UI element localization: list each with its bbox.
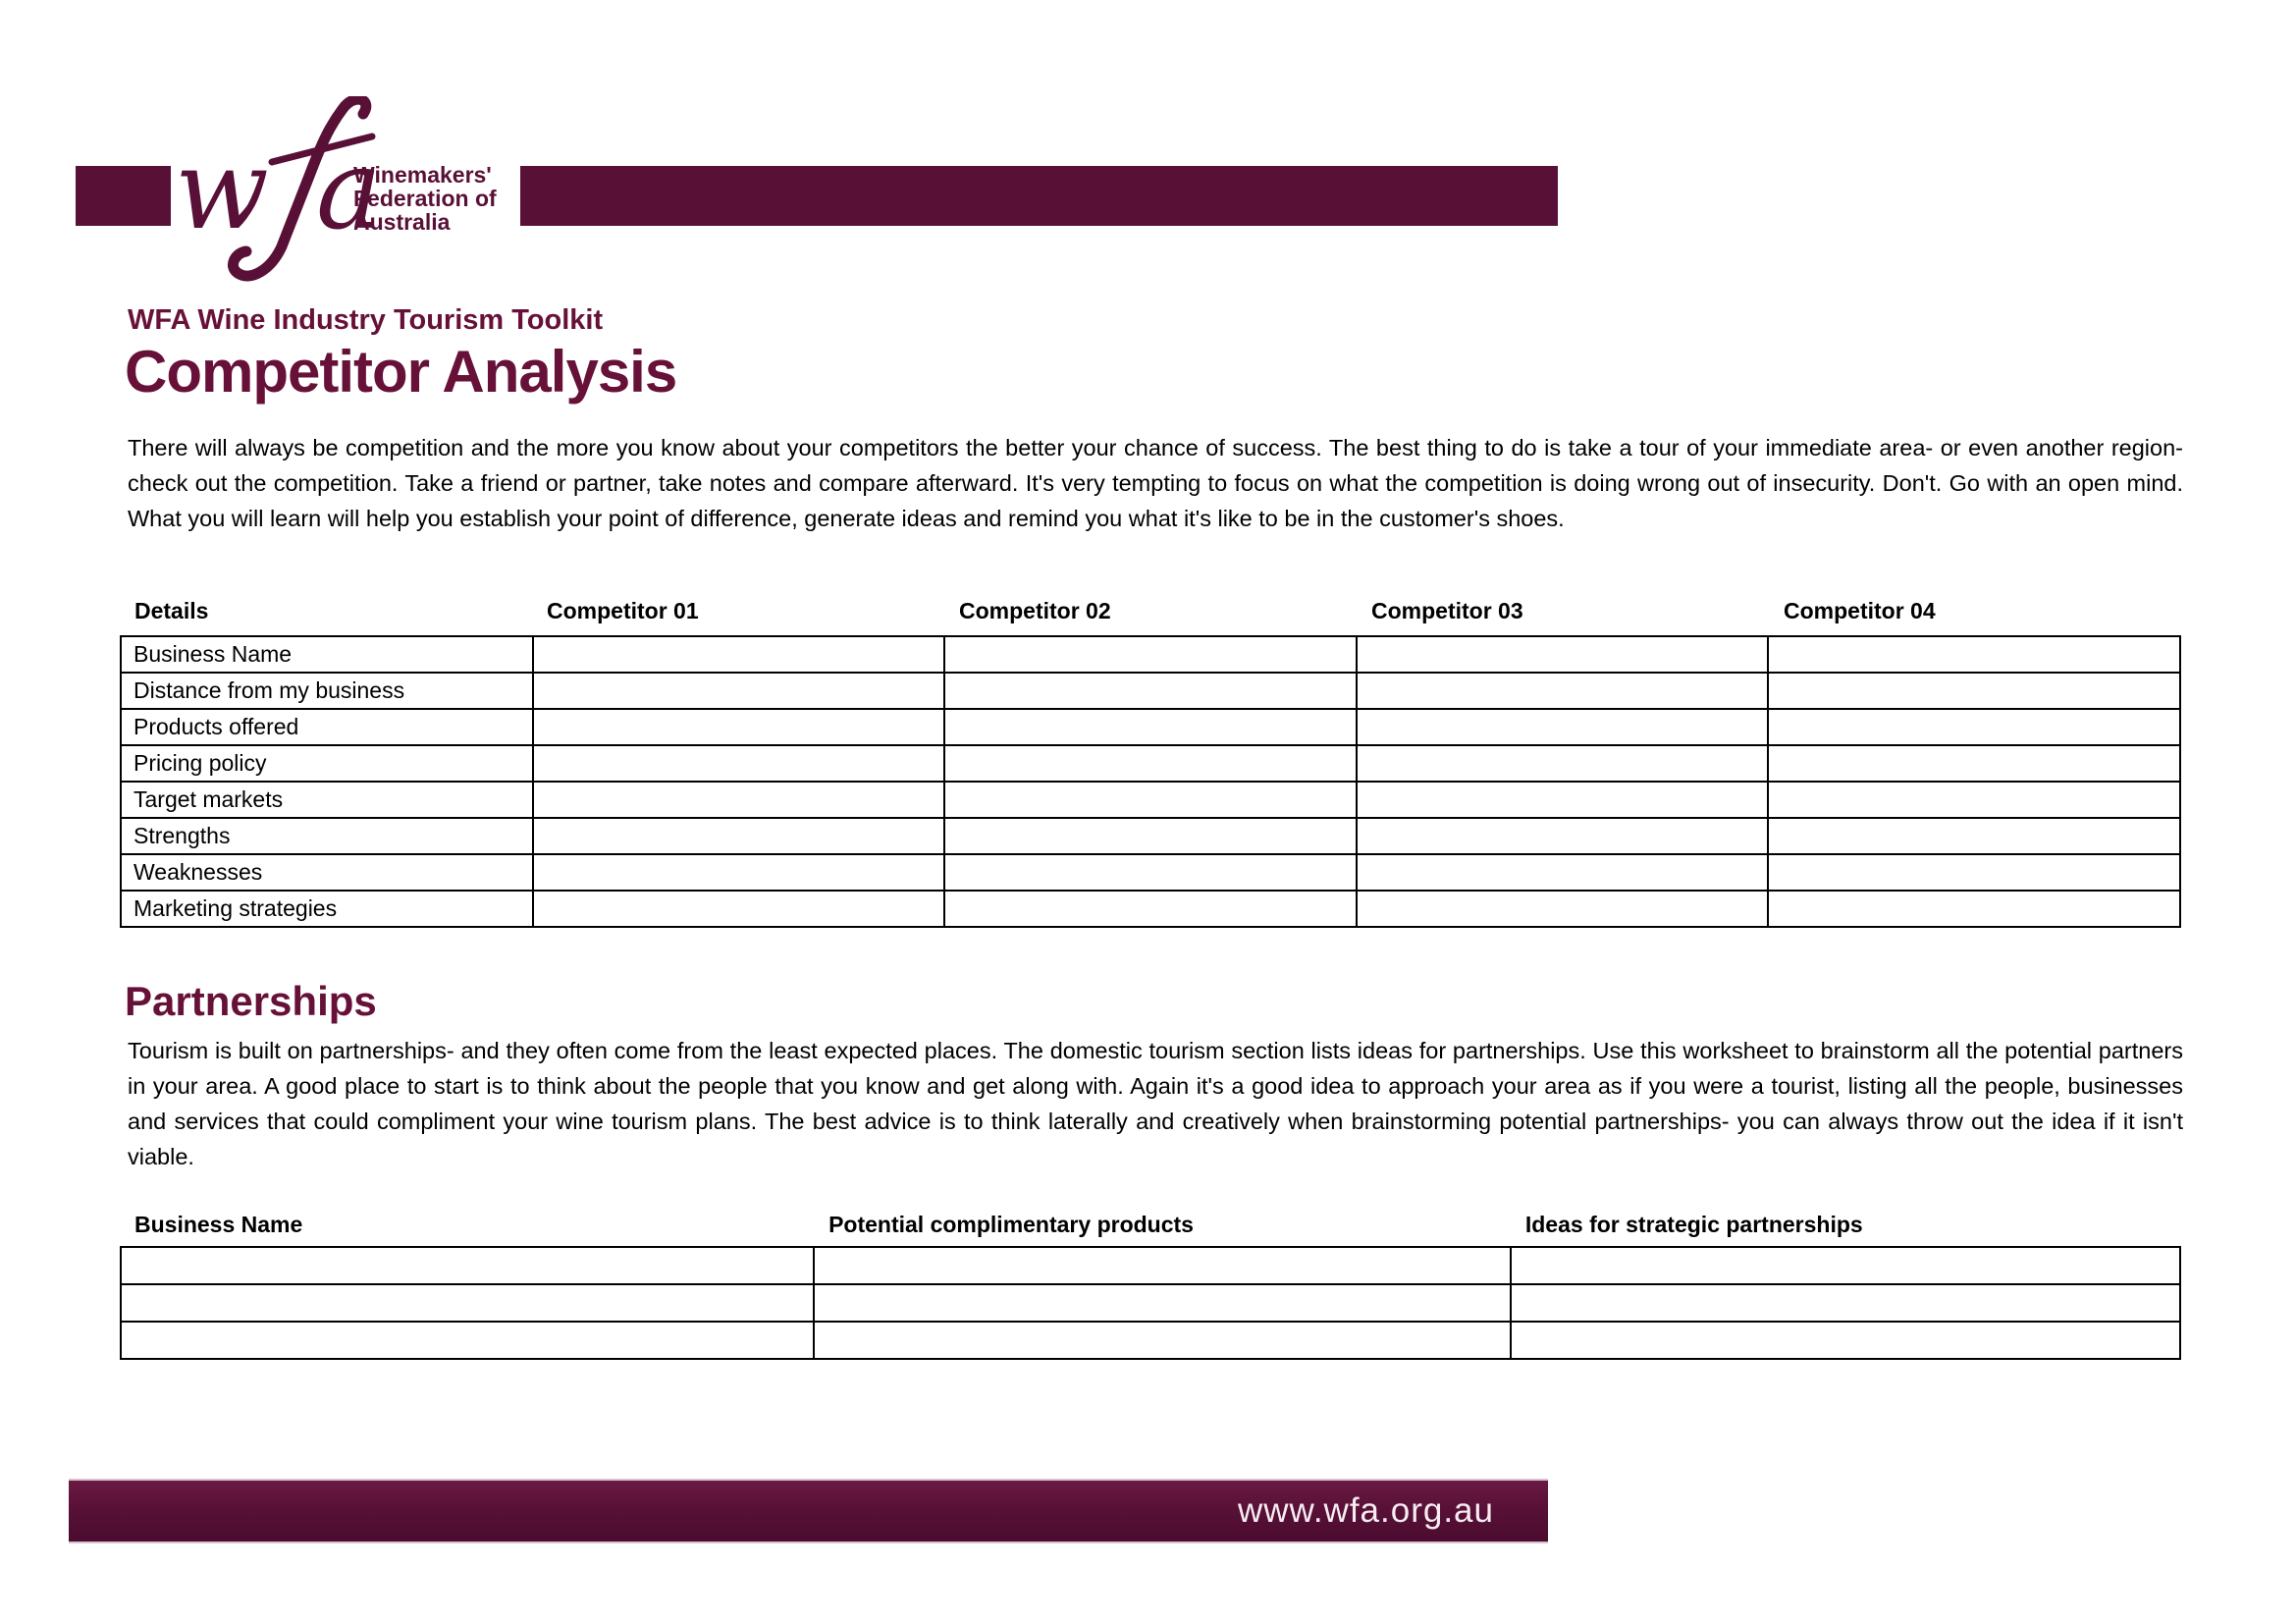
column-header-competitor-04: Competitor 04 bbox=[1784, 598, 1936, 623]
partnership-table-header-row bbox=[120, 1212, 2181, 1238]
partnership-table bbox=[120, 1246, 2181, 1360]
empty-cell bbox=[533, 745, 945, 782]
empty-cell bbox=[121, 1284, 814, 1322]
empty-cell bbox=[1357, 673, 1769, 709]
empty-cell bbox=[944, 818, 1357, 854]
empty-cell bbox=[1768, 709, 2180, 745]
empty-cell bbox=[1768, 636, 2180, 673]
empty-cell bbox=[533, 818, 945, 854]
empty-cell bbox=[944, 854, 1357, 891]
empty-cell bbox=[1768, 745, 2180, 782]
empty-cell bbox=[533, 636, 945, 673]
column-header-competitor-03: Competitor 03 bbox=[1371, 598, 1523, 623]
empty-cell bbox=[944, 673, 1357, 709]
empty-cell bbox=[1511, 1322, 2181, 1359]
wfa-logo-letter-w: w bbox=[175, 127, 269, 254]
table-row bbox=[121, 745, 2180, 782]
row-label-cell: Products offered bbox=[121, 709, 533, 745]
empty-cell bbox=[533, 854, 945, 891]
footer-website-link[interactable]: www.wfa.org.au bbox=[1237, 1491, 1494, 1530]
empty-cell bbox=[944, 745, 1357, 782]
empty-cell bbox=[1357, 891, 1769, 927]
column-header-competitor-01: Competitor 01 bbox=[547, 598, 699, 623]
table-row bbox=[121, 854, 2180, 891]
row-label-cell: Business Name bbox=[121, 636, 533, 673]
row-label-cell: Weaknesses bbox=[121, 854, 533, 891]
empty-cell bbox=[944, 709, 1357, 745]
competitor-table-header-row bbox=[120, 598, 2181, 624]
intro-paragraph: There will always be competition and the more you know about your competitors the better your chance of success. The best thing to do is take a tour of your immediate area- or even another region- check out the competition. Take a friend or partner, take notes and compare afterward. It's very tempting to focus on what the competition is doing wrong out of insecurity. Don't. Go with an open mind. What you will learn will help you establish your point of difference, generate ideas and remind you what it's like to be in the customer's shoes. bbox=[128, 435, 2183, 531]
column-header-competitor-02: Competitor 02 bbox=[959, 598, 1111, 623]
table-row bbox=[121, 709, 2180, 745]
wfa-logo-letter-a: a bbox=[316, 127, 382, 254]
table-row bbox=[121, 891, 2180, 927]
page-title: Competitor Analysis bbox=[125, 339, 677, 405]
empty-cell bbox=[1768, 818, 2180, 854]
partnerships-paragraph: Tourism is built on partnerships- and they often come from the least expected places. The domestic tourism section lists ideas for partnerships. Use this worksheet to brainstorm all the potential partners in your area. A good place to start is to think about the people that you know and get along with. Again it's a good idea to approach your area as if you were a tourist, listing all the people, businesses and services that could compliment your wine tourism plans. The best advice is to think laterally and creatively when brainstorming potential partnerships- you can always throw out the idea if it isn't viable. bbox=[128, 1038, 2183, 1169]
partnerships-heading: Partnerships bbox=[125, 978, 377, 1024]
column-header-details: Details bbox=[134, 598, 209, 623]
empty-cell bbox=[1357, 854, 1769, 891]
table-row bbox=[121, 1284, 2180, 1322]
empty-cell bbox=[1357, 818, 1769, 854]
empty-cell bbox=[533, 891, 945, 927]
row-label-cell: Pricing policy bbox=[121, 745, 533, 782]
row-label-cell: Target markets bbox=[121, 782, 533, 818]
empty-cell bbox=[1357, 782, 1769, 818]
empty-cell bbox=[1357, 636, 1769, 673]
empty-cell bbox=[121, 1247, 814, 1284]
org-name-line-3: Australia bbox=[353, 209, 451, 235]
competitor-table bbox=[120, 635, 2181, 928]
org-name-line-2: Federation of bbox=[353, 186, 497, 211]
empty-cell bbox=[533, 673, 945, 709]
org-name bbox=[353, 163, 497, 234]
header-bar bbox=[520, 166, 1558, 226]
column-header-strategic-partnerships: Ideas for strategic partnerships bbox=[1524, 1212, 1863, 1237]
footer-bar bbox=[69, 1479, 1548, 1543]
empty-cell bbox=[533, 782, 945, 818]
empty-cell bbox=[533, 709, 945, 745]
empty-cell bbox=[1768, 782, 2180, 818]
column-header-business-name: Business Name bbox=[134, 1212, 303, 1237]
empty-cell bbox=[814, 1247, 1510, 1284]
empty-cell bbox=[1768, 854, 2180, 891]
empty-cell bbox=[1357, 745, 1769, 782]
empty-cell bbox=[944, 891, 1357, 927]
table-row bbox=[121, 1247, 2180, 1284]
table-row bbox=[121, 818, 2180, 854]
empty-cell bbox=[944, 636, 1357, 673]
row-label-cell: Marketing strategies bbox=[121, 891, 533, 927]
header-left-block bbox=[76, 166, 171, 226]
empty-cell bbox=[944, 782, 1357, 818]
document-kicker: WFA Wine Industry Tourism Toolkit bbox=[128, 304, 604, 336]
column-header-complimentary-products: Potential complimentary products bbox=[828, 1212, 1194, 1237]
empty-cell bbox=[814, 1322, 1510, 1359]
empty-cell bbox=[814, 1284, 1510, 1322]
row-label-cell: Distance from my business bbox=[121, 673, 533, 709]
empty-cell bbox=[121, 1322, 814, 1359]
table-row bbox=[121, 636, 2180, 673]
empty-cell bbox=[1768, 673, 2180, 709]
empty-cell bbox=[1768, 891, 2180, 927]
table-row bbox=[121, 673, 2180, 709]
empty-cell bbox=[1511, 1284, 2181, 1322]
empty-cell bbox=[1511, 1247, 2181, 1284]
org-name-line-1: Winemakers' bbox=[353, 162, 492, 188]
empty-cell bbox=[1357, 709, 1769, 745]
table-row bbox=[121, 782, 2180, 818]
table-row bbox=[121, 1322, 2180, 1359]
row-label-cell: Strengths bbox=[121, 818, 533, 854]
